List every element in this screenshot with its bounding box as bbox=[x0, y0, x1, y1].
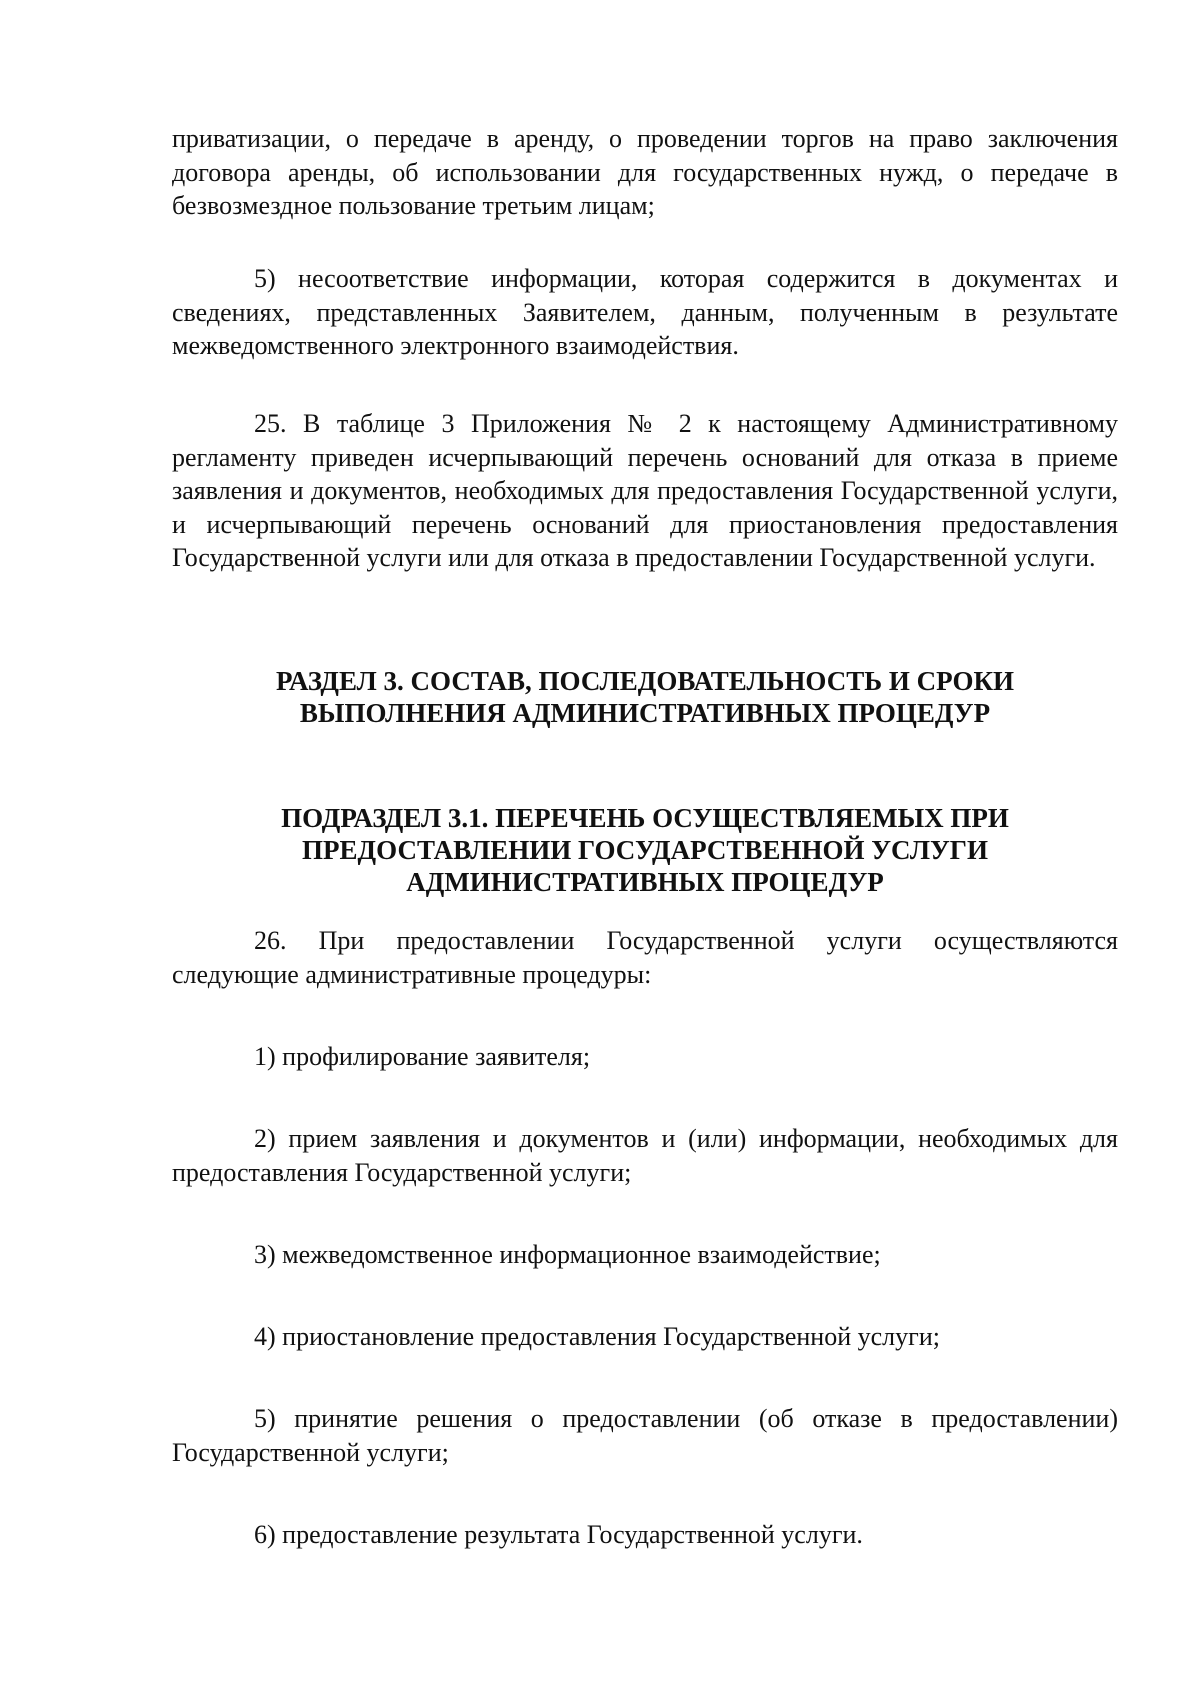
procedure-item-5: 5) принятие решения о предоставлении (об отказе в предоставлении) Государственной услуги; bbox=[172, 1404, 1118, 1467]
procedure-item-3: 3) межведомственное информационное взаимодействие; bbox=[254, 1240, 881, 1269]
section-3-heading-line-2: ВЫПОЛНЕНИЯ АДМИНИСТРАТИВНЫХ ПРОЦЕДУР bbox=[299, 698, 991, 728]
section-3-heading-line-1: РАЗДЕЛ 3. СОСТАВ, ПОСЛЕДОВАТЕЛЬНОСТЬ И СРОКИ bbox=[275, 666, 1015, 696]
subsection-3-1-heading-line-2: ПРЕДОСТАВЛЕНИИ ГОСУДАРСТВЕННОЙ УСЛУГИ bbox=[302, 835, 988, 865]
subsection-3-1-heading-line-1: ПОДРАЗДЕЛ 3.1. ПЕРЕЧЕНЬ ОСУЩЕСТВЛЯЕМЫХ ПРИ bbox=[281, 803, 1009, 833]
paragraph-25: 25. В таблице 3 Приложения № 2 к настоящему Административному регламенту приведен исчерпывающий перечень оснований для отказа в приеме заявления и документов, необходимых для предоставления Государственной услуги, и исчерпывающий перечень оснований для приостановления предоставления Государственной услуги или для отказа в предоставлении Государственной услуги. bbox=[172, 409, 1118, 572]
paragraph-26: 26. При предоставлении Государственной услуги осуществляются следующие административные процедуры: bbox=[172, 926, 1118, 989]
subsection-3-1-heading-line-3: АДМИНИСТРАТИВНЫХ ПРОЦЕДУР bbox=[406, 867, 884, 897]
procedure-item-2: 2) прием заявления и документов и (или) информации, необходимых для предоставления Государственной услуги; bbox=[172, 1124, 1118, 1187]
procedure-item-4: 4) приостановление предоставления Государственной услуги; bbox=[254, 1322, 940, 1351]
subsection-3-1-heading bbox=[172, 802, 1118, 898]
procedure-item-1: 1) профилирование заявителя; bbox=[254, 1042, 591, 1071]
section-3-heading bbox=[172, 665, 1118, 729]
paragraph-item-5: 5) несоответствие информации, которая содержится в документах и сведениях, представленных Заявителем, данным, полученным в результате межведомственного электронного взаимодействия. bbox=[172, 264, 1118, 360]
procedure-item-6: 6) предоставление результата Государственной услуги. bbox=[254, 1520, 863, 1549]
paragraph-privatization: приватизации, о передаче в аренду, о проведении торгов на право заключения договора аренды, об использовании для государственных нужд, о передаче в безвозмездное пользование третьим лицам; bbox=[172, 124, 1118, 220]
